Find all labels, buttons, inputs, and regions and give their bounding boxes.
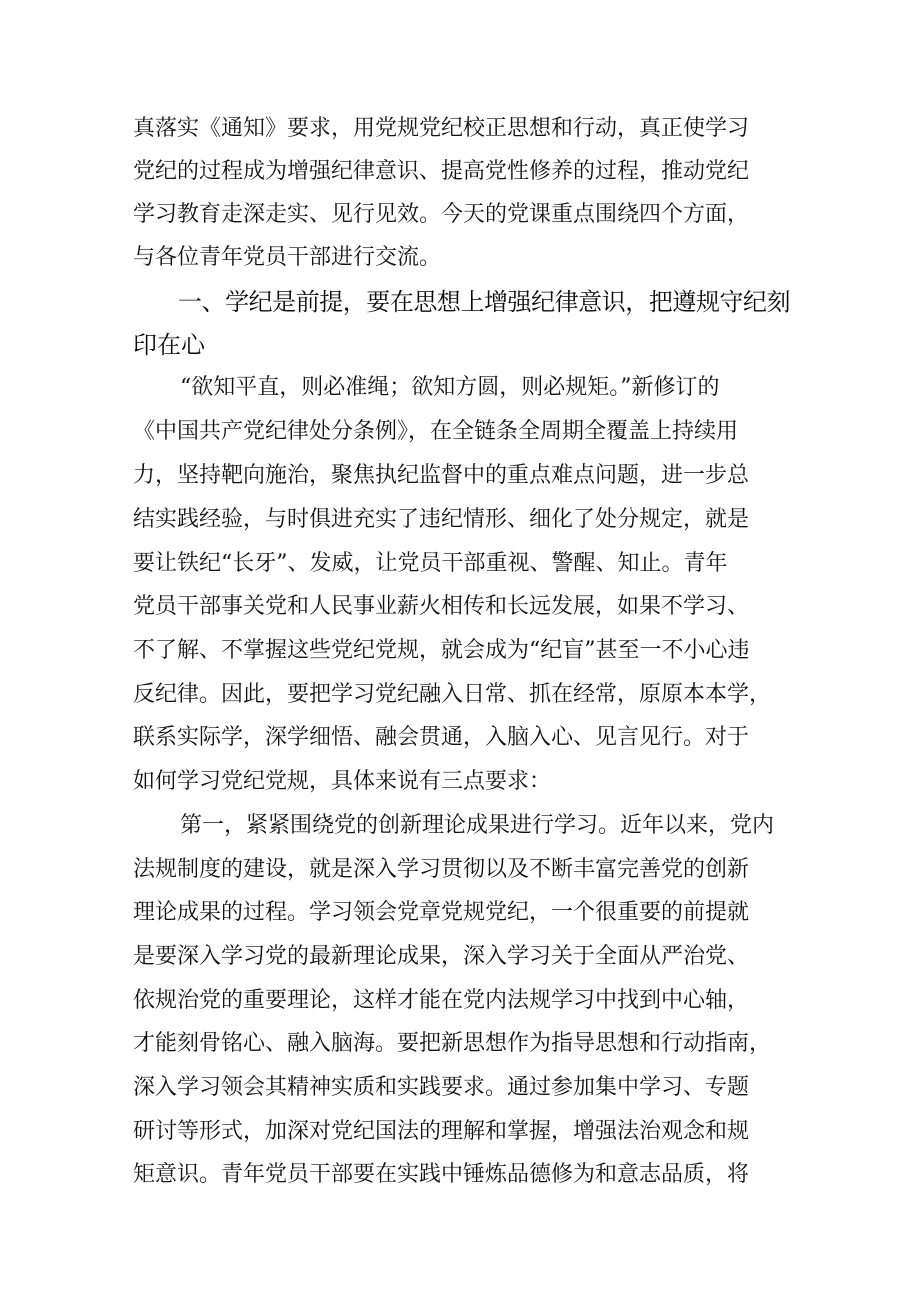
- paragraph-line: 《中国共产党纪律处分条例》，在全链条全周期全覆盖上持续用: [133, 419, 739, 444]
- paragraph-line: 要让铁纪“长牙”、发威，让党员干部重视、警醒、知止。青年: [133, 551, 728, 576]
- paragraph-line: 依规治党的重要理论，这样才能在党内法规学习中找到中心轴，: [133, 988, 750, 1013]
- paragraph-line: 深入学习领会其精神实质和实践要求。通过参加集中学习、专题: [133, 1075, 750, 1100]
- heading-line: 一、学纪是前提，要在思想上增强纪律意识，把遵规守纪刻: [178, 288, 790, 316]
- paragraph-line: 党纪的过程成为增强纪律意识、提高党性修养的过程，推动党纪: [133, 159, 750, 184]
- paragraph-line: 不了解、不掌握这些党纪党规，就会成为“纪盲”甚至一不小心违: [133, 638, 750, 663]
- paragraph-line: 第一，紧紧围绕党的创新理论成果进行学习。近年以来，党内: [180, 813, 775, 838]
- paragraph-line: 联系实际学，深学细悟、融会贯通，入脑入心、见言见行。对于: [133, 725, 750, 750]
- paragraph-line: 矩意识。青年党员干部要在实践中锤炼品德修为和意志品质，将: [133, 1162, 750, 1187]
- paragraph-line: 理论成果的过程。学习领会党章党规党纪，一个很重要的前提就: [133, 900, 750, 925]
- paragraph-line: 真落实《通知》要求，用党规党纪校正思想和行动，真正使学习: [133, 116, 750, 141]
- heading-line: 印在心: [133, 331, 205, 359]
- paragraph-line: 反纪律。因此，要把学习党纪融入日常、抓在经常，原原本本学，: [133, 682, 772, 707]
- paragraph-line: 与各位青年党员干部进行交流。: [133, 245, 442, 270]
- paragraph-line: 才能刻骨铭心、融入脑海。要把新思想作为指导思想和行动指南，: [133, 1031, 772, 1056]
- paragraph-line: 研讨等形式，加深对党纪国法的理解和掌握，增强法治观念和规: [133, 1119, 750, 1144]
- paragraph-line: 党员干部事关党和人民事业薪火相传和长远发展，如果不学习、: [133, 594, 750, 619]
- paragraph-line: “欲知平直，则必准绳；欲知方圆，则必规矩。”新修订的: [180, 375, 720, 400]
- paragraph-line: 如何学习党纪党规，具体来说有三点要求：: [133, 769, 552, 794]
- paragraph-line: 学习教育走深走实、见行见效。今天的党课重点围绕四个方面，: [133, 202, 750, 227]
- paragraph-line: 力，坚持靶向施治，聚焦执纪监督中的重点难点问题，进一步总: [133, 463, 750, 488]
- paragraph-line: 法规制度的建设，就是深入学习贯彻以及不断丰富完善党的创新: [133, 857, 750, 882]
- paragraph-line: 是要深入学习党的最新理论成果，深入学习关于全面从严治党、: [133, 944, 750, 969]
- paragraph-line: 结实践经验，与时俱进充实了违纪情形、细化了处分规定，就是: [133, 507, 750, 532]
